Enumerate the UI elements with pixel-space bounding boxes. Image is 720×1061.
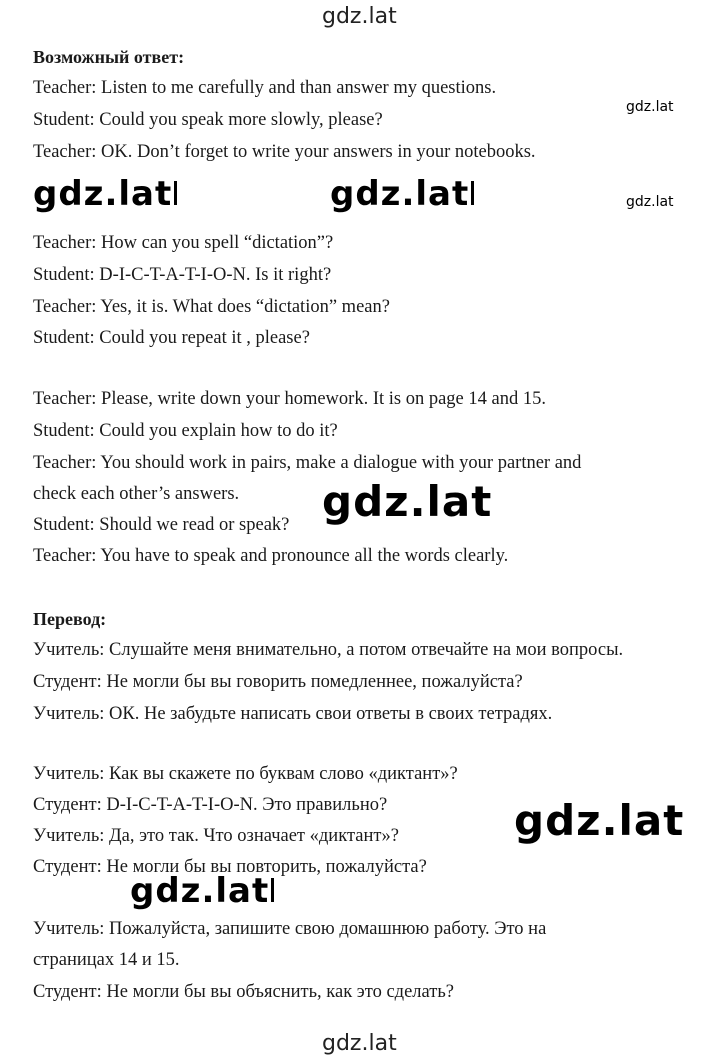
translation-line: Учитель: Слушайте меня внимательно, а потом отвечайте на мои вопросы.: [33, 640, 624, 660]
translation-line: Учитель: ОК. Не забудьте написать свои ответы в своих тетрадях.: [33, 704, 553, 724]
translation-line: Учитель: Как вы скажете по буквам слово «диктант»?: [33, 764, 458, 784]
dialogue-line: Student: Could you explain how to do it?: [33, 421, 338, 441]
dialogue-line: Student: Could you repeat it , please?: [33, 328, 310, 348]
dialogue-line: check each other’s answers.: [33, 484, 240, 504]
watermark-small: gdz.lat: [626, 194, 674, 210]
dialogue-line: Teacher: Yes, it is. What does “dictation” mean?: [33, 297, 390, 317]
translation-line: Учитель: Пожалуйста, запишите свою домашнюю работу. Это на: [33, 919, 547, 939]
watermark-bottom: gdz.lat: [322, 1031, 397, 1056]
watermark-large: gdz.lat: [33, 177, 177, 211]
answer-heading: Возможный ответ:: [33, 47, 185, 67]
dialogue-line: Teacher: Listen to me carefully and than answer my questions.: [33, 78, 497, 98]
watermark-huge: gdz.lat: [514, 796, 685, 845]
dialogue-line: Student: Should we read or speak?: [33, 515, 290, 535]
dialogue-line: Teacher: OK. Don’t forget to write your answers in your notebooks.: [33, 142, 536, 162]
translation-line: Учитель: Да, это так. Что означает «диктант»?: [33, 826, 399, 846]
dialogue-line: Teacher: You have to speak and pronounce all the words clearly.: [33, 546, 509, 566]
translation-line: Студент: Не могли бы вы объяснить, как это сделать?: [33, 982, 454, 1002]
dialogue-line: Student: Could you speak more slowly, please?: [33, 110, 383, 130]
dialogue-line: Teacher: How can you spell “dictation”?: [33, 233, 334, 253]
translation-line: Студент: D-I-C-T-A-T-I-O-N. Это правильно?: [33, 795, 388, 815]
watermark-top: gdz.lat: [322, 4, 397, 29]
watermark-small: gdz.lat: [626, 99, 674, 115]
dialogue-line: Teacher: Please, write down your homework. It is on page 14 and 15.: [33, 389, 546, 409]
watermark-huge: gdz.lat: [322, 477, 493, 526]
translation-heading: Перевод:: [33, 609, 107, 629]
watermark-large: gdz.lat: [130, 874, 274, 908]
watermark-large: gdz.lat: [330, 177, 474, 211]
translation-line: страницах 14 и 15.: [33, 950, 180, 970]
translation-line: Студент: Не могли бы вы говорить помедленнее, пожалуйста?: [33, 672, 523, 692]
dialogue-line: Student: D-I-C-T-A-T-I-O-N. Is it right?: [33, 265, 332, 285]
translation-line: Студент: Не могли бы вы повторить, пожалуйста?: [33, 857, 427, 877]
dialogue-line: Teacher: You should work in pairs, make a dialogue with your partner and: [33, 453, 582, 473]
